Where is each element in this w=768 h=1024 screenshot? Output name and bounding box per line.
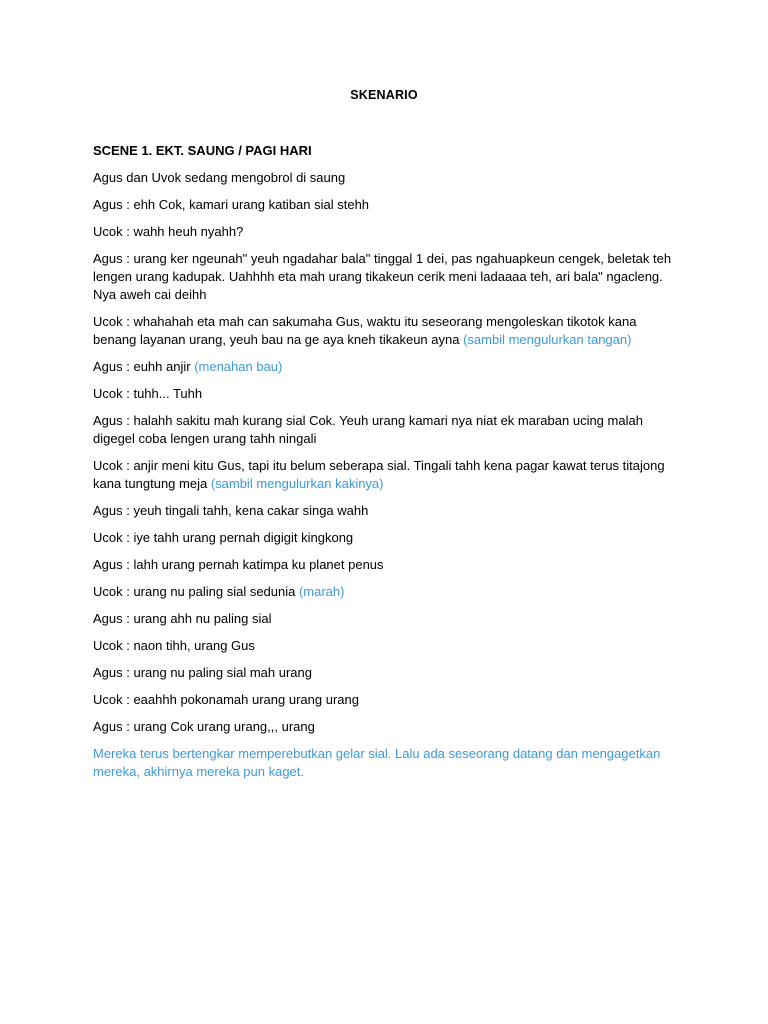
dialogue-text: Agus : yeuh tingali tahh, kena cakar singa wahh — [93, 503, 369, 518]
script-line — [93, 250, 673, 304]
script-body — [93, 142, 673, 781]
stage-direction: (sambil mengulurkan kakinya) — [210, 476, 384, 491]
scene-heading: SCENE 1. EKT. SAUNG / PAGI HARI — [93, 143, 312, 158]
dialogue-text: Ucok : anjir meni kitu Gus, tapi itu belum seberapa sial. Tingali tahh kena pagar kawat terus titajong kana tungtung meja — [93, 458, 665, 491]
narration-text: Mereka terus bertengkar memperebutkan gelar sial. Lalu ada seseorang datang dan mengagetkan mereka, akhirnya mereka pun kaget. — [93, 746, 661, 779]
dialogue-text: Agus : lahh urang pernah katimpa ku planet penus — [93, 557, 384, 572]
script-line — [93, 412, 673, 448]
dialogue-text: Agus : urang nu paling sial mah urang — [93, 665, 312, 680]
script-line — [93, 502, 673, 520]
dialogue-text: Agus : euhh anjir — [93, 359, 195, 374]
script-line — [93, 169, 673, 187]
script-line — [93, 457, 673, 493]
dialogue-text: Ucok : tuhh... Tuhh — [93, 386, 203, 401]
stage-direction: (menahan bau) — [194, 359, 283, 374]
script-line — [93, 529, 673, 547]
dialogue-text: Agus : urang ahh nu paling sial — [93, 611, 272, 626]
dialogue-text: Agus : urang ker ngeunah" yeuh ngadahar bala" tinggal 1 dei, pas ngahuapkeun cengek, beletak teh lengen urang kadupak. Uahhhh eta mah urang tikakeun cerik meni ladaaaa teh, ari bala" ngacleng. Nya aweh cai deihh — [93, 251, 672, 302]
dialogue-text: Ucok : wahh heuh nyahh? — [93, 224, 244, 239]
document-title: SKENARIO — [350, 88, 418, 102]
dialogue-text: Ucok : whahahah eta mah can sakumaha Gus, waktu itu seseorang mengoleskan tikotok kana benang layanan urang, yeuh bau na ge aya kneh tikakeun ayna — [93, 314, 637, 347]
script-line — [93, 385, 673, 403]
script-line — [93, 583, 673, 601]
dialogue-text: Agus : urang Cok urang urang,,, urang — [93, 719, 315, 734]
dialogue-text: Ucok : eaahhh pokonamah urang urang urang — [93, 692, 359, 707]
dialogue-text: Agus : ehh Cok, kamari urang katiban sial stehh — [93, 197, 370, 212]
dialogue-text: Agus : halahh sakitu mah kurang sial Cok. Yeuh urang kamari nya niat ek maraban ucing malah digegel coba lengen urang tahh ningali — [93, 413, 643, 446]
script-line — [93, 313, 673, 349]
script-line — [93, 718, 673, 736]
script-line — [93, 196, 673, 214]
script-line — [93, 691, 673, 709]
script-line — [93, 664, 673, 682]
stage-direction: (marah) — [298, 584, 345, 599]
dialogue-text: Ucok : iye tahh urang pernah digigit kingkong — [93, 530, 354, 545]
script-line — [93, 358, 673, 376]
script-line — [93, 223, 673, 241]
script-line — [93, 610, 673, 628]
dialogue-text: Ucok : urang nu paling sial sedunia — [93, 584, 299, 599]
dialogue-text: Ucok : naon tihh, urang Gus — [93, 638, 255, 653]
stage-direction: (sambil mengulurkan tangan) — [463, 332, 632, 347]
dialogue-text: Agus dan Uvok sedang mengobrol di saung — [93, 170, 346, 185]
script-line — [93, 556, 673, 574]
script-line — [93, 637, 673, 655]
